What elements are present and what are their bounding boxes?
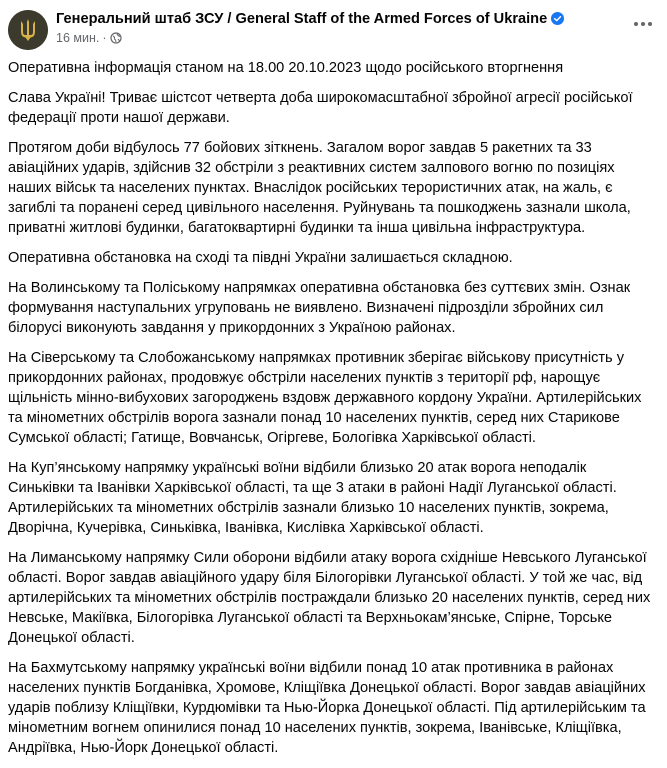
globe-icon[interactable] — [110, 32, 122, 47]
post-paragraph: Протягом доби відбулось 77 бойових зіткнень. Загалом ворог завдав 5 ракетних та 33 авіаційних ударів, здійснив 32 обстріли з реактивних систем залпового вогню по позиціях наших військ та населених пунктах. Внаслідок російських терористичних атак, на жаль, є загиблі та поранені серед цивільного населення. Руйнувань та пошкоджень зазнали школа, приватні житлові будинки, багатоквартирні будинки та інша цивільна інфраструктура. — [8, 140, 631, 236]
author-name[interactable]: Генеральний штаб ЗСУ / General Staff of the Armed Forces of Ukraine — [56, 11, 548, 27]
verified-badge-icon — [551, 12, 564, 29]
post-paragraph: На Лиманському напрямку Сили оборони відбили атаку ворога східніше Невського Луганської області. Ворог завдав авіаційного удару біля Білогорівки Луганської області. У той же час, від артилерійських та мінометних обстрілів постраждали близько 20 населених пунктів, серед них Невське, Макіївка, Білогорівка Луганської області та Верхньокам’янське, Спірне, Торське Донецької області. — [8, 550, 651, 646]
post-meta — [56, 31, 122, 47]
post-timestamp[interactable]: 16 мин. — [56, 31, 100, 45]
post-paragraph: На Волинському та Поліському напрямках оперативна обстановка без суттєвих змін. Ознак формування наступальних угруповань не виявлено. Визначені підрозділи збройних сил білорусі виконують завдання у прикордонних з Україною районах. — [8, 280, 631, 336]
post-body — [8, 58, 656, 768]
post-header — [8, 8, 659, 50]
post-paragraph: На Бахмутському напрямку українські воїни відбили понад 10 атак противника в районах населених пунктів Богданівка, Хромове, Кліщіївка Донецької області. Ворог завдав авіаційних ударів поблизу Кліщіївки, Курдюмівки та Нью-Йорка Донецької області. Під артилерійським та мінометним вогнем опинилися понад 10 населених пунктів, зокрема, Іванівське, Кліщіївка, Андріївка, Нью-Йорк Донецької області. — [8, 660, 646, 756]
post-paragraph: Слава Україні! Триває шістсот четверта доба широкомасштабної збройної агресії російської федерації проти нашої держави. — [8, 90, 633, 126]
trident-emblem — [8, 10, 48, 50]
post-paragraph: На Сіверському та Слобожанському напрямках противник зберігає військову присутність у прикордонних районах, продовжує обстріли населених пунктів з території рф, нарощує щільність мінно-вибухових загороджень вздовж державного кордону України. Артилерійських та мінометних обстрілів ворога зазнали понад 10 населених пунктів, серед них Старикове Сумської області; Гатище, Вовчанськ, Огіргеве, Бологівка Харківської області. — [8, 350, 642, 446]
post-paragraph: На Куп’янському напрямку українські воїни відбили близько 20 атак ворога неподалік Синьківки та Іванівки Харківської області, та ще 3 атаки в районі Надії Луганської області. Артилерійських та мінометних обстрілів зазнали близько 10 населених пунктів, зокрема, Дворічна, Кучерівка, Синьківка, Іванівка, Кислівка Харківської області. — [8, 460, 617, 536]
post-paragraph: Оперативна інформація станом на 18.00 20.10.2023 щодо російського вторгнення — [8, 60, 564, 76]
post-paragraph: Оперативна обстановка на сході та півдні України залишається складною. — [8, 250, 513, 266]
avatar[interactable] — [8, 10, 48, 50]
meta-separator: · — [102, 31, 107, 45]
more-options-icon[interactable] — [629, 14, 657, 34]
post-author[interactable] — [56, 11, 564, 29]
